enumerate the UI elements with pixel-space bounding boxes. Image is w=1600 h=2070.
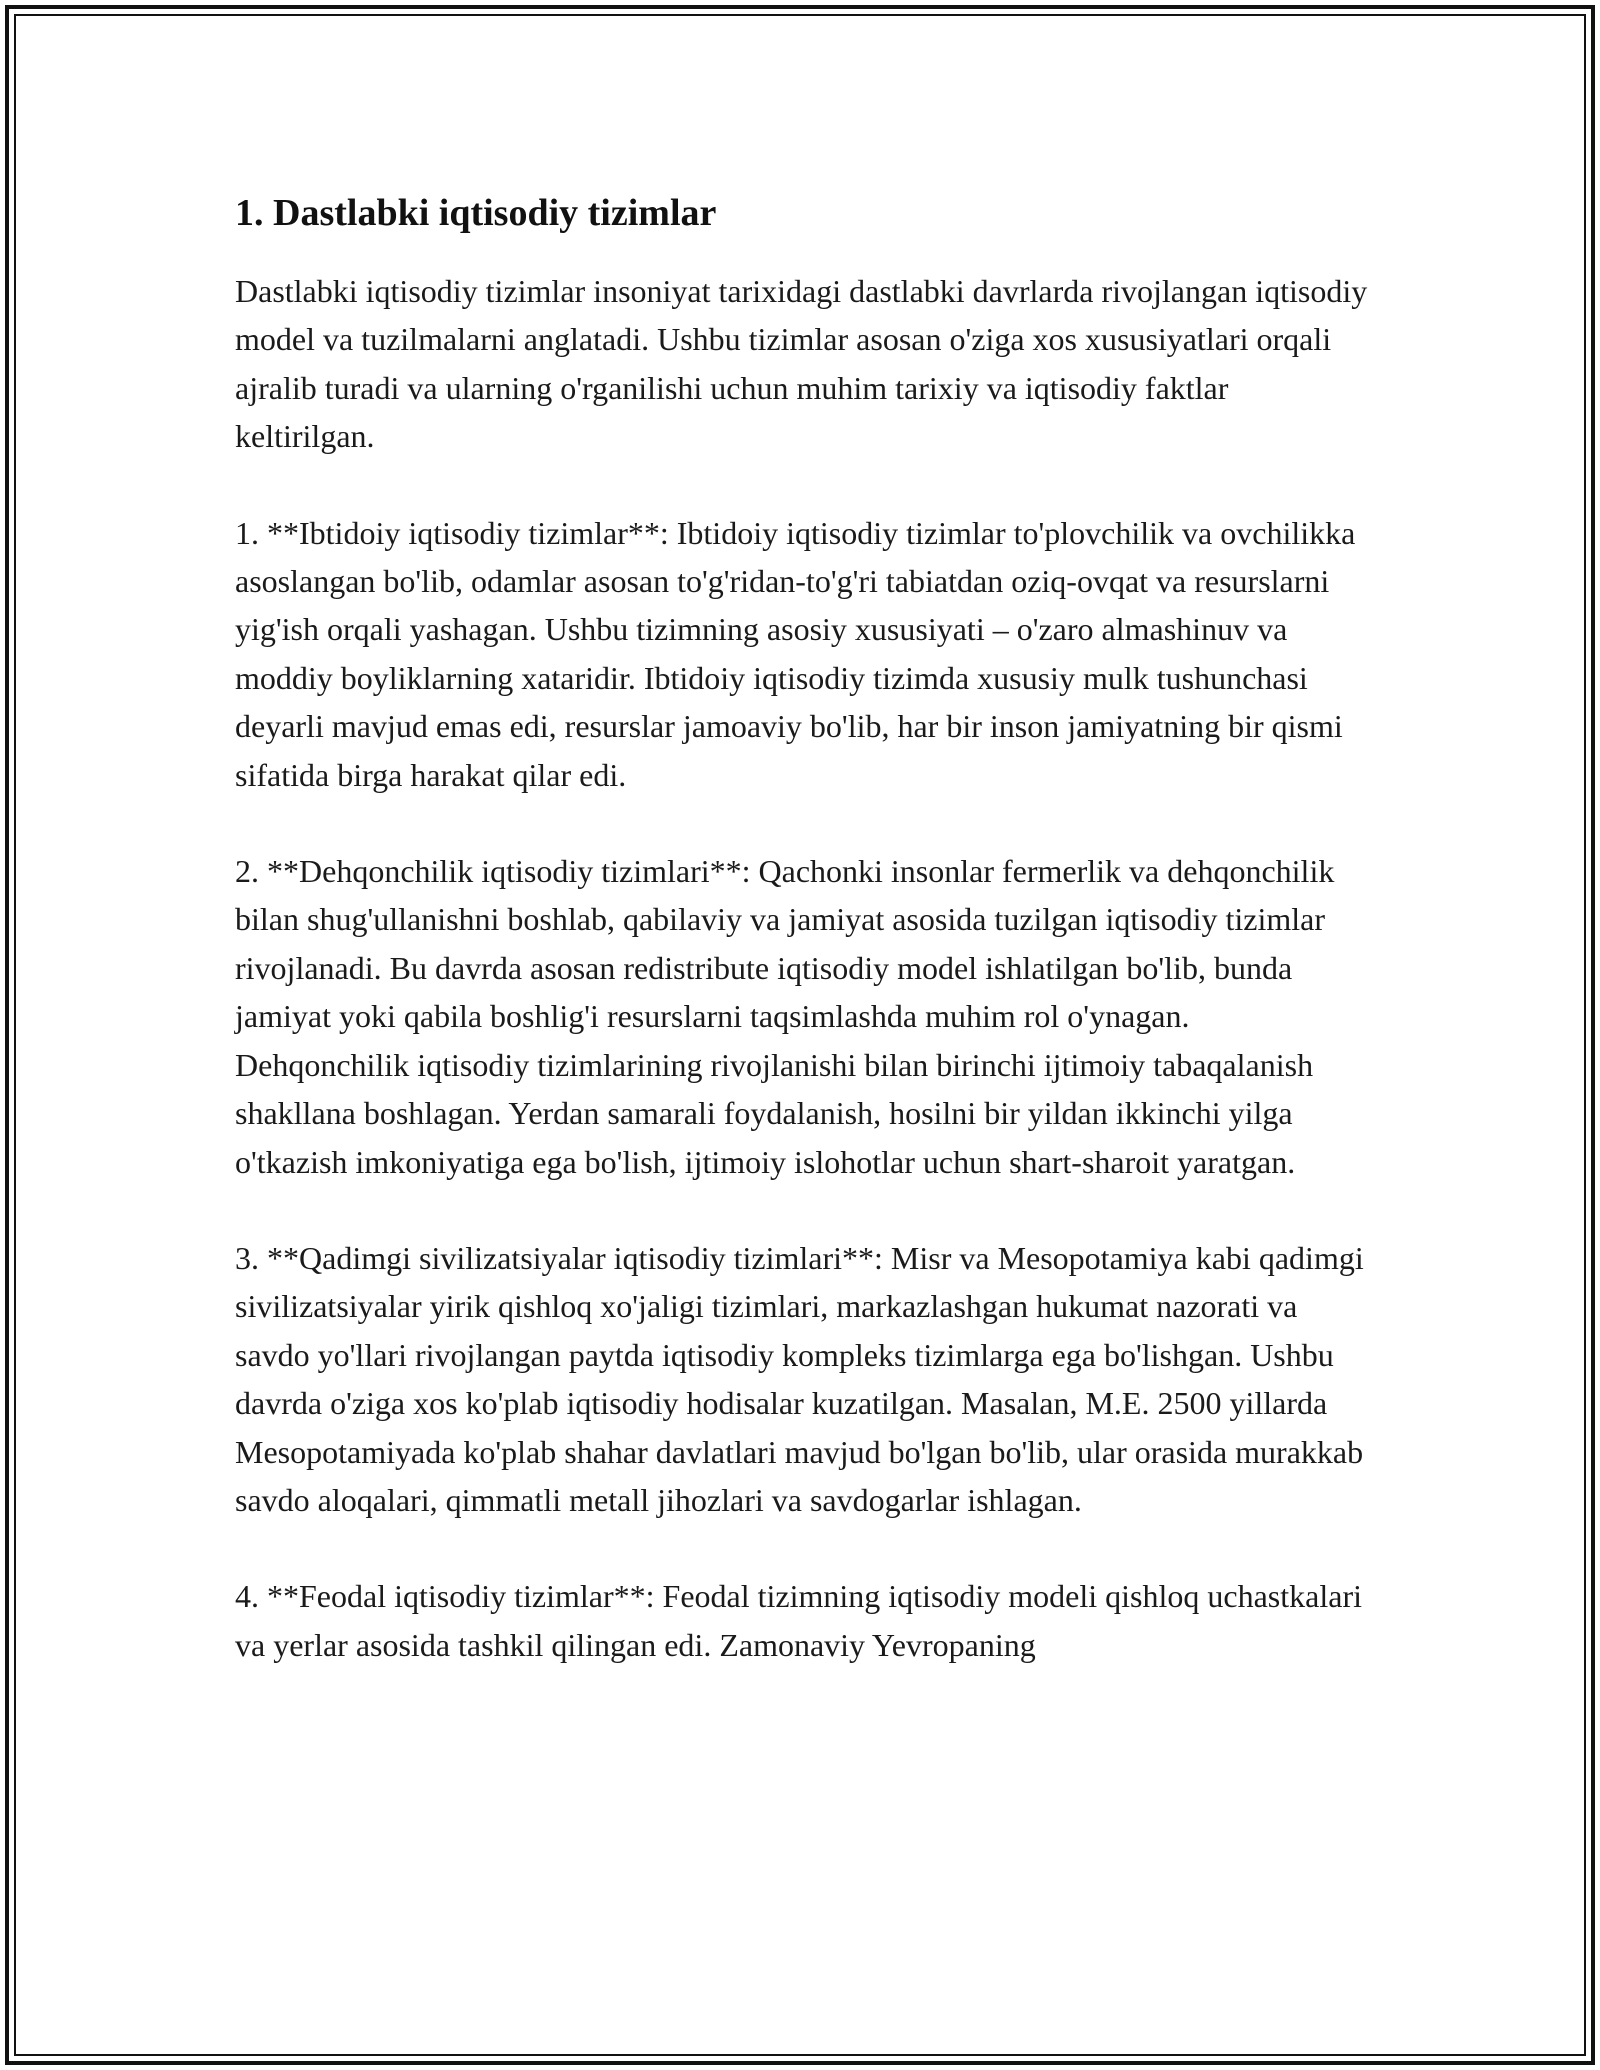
paragraph-qadimgi: 3. **Qadimgi sivilizatsiyalar iqtisodiy tizimlari**: Misr va Mesopotamiya kabi qadimgi sivilizatsiyalar yirik qishloq xo'jaligi tizimlari, markazlashgan hukumat nazorati va savdo yo'llari rivojlangan paytda iqtisodiy kompleks tizimlarga ega bo'lishgan. Ushbu davrda o'ziga xos ko'plab iqtisodiy hodisalar kuzatilgan. Masalan, M.E. 2500 yillarda Mesopotamiyada ko'plab shahar davlatlari mavjud bo'lgan bo'lib, ular orasida murakkab savdo aloqalari, qimmatli metall jihozlari va savdogarlar ishlagan. <box>235 1239 1364 1518</box>
paragraph-ibtidoiy: 1. **Ibtidoiy iqtisodiy tizimlar**: Ibtidoiy iqtisodiy tizimlar to'plovchilik va ovchilikka asoslangan bo'lib, odamlar asosan to'g'ridan-to'g'ri tabiatdan oziq-ovqat va resurslarni yig'ish orqali yashagan. Ushbu tizimning asosiy xususiyati – o'zaro almashinuv va moddiy boyliklarning xataridir. Ibtidoiy iqtisodiy tizimda xususiy mulk tushunchasi deyarli mavjud emas edi, resurslar jamoaviy bo'lib, har bir inson jamiyatning bir qismi sifatida birga harakat qilar edi. <box>235 514 1356 793</box>
paragraph-feodal: 4. **Feodal iqtisodiy tizimlar**: Feodal tizimning iqtisodiy modeli qishloq uchastkalari va yerlar asosida tashkil qilingan edi. Zamonaviy Yevropaning <box>235 1578 1362 1663</box>
document-page <box>235 185 1370 1717</box>
section-heading: 1. Dastlabki iqtisodiy tizimlar <box>235 192 717 234</box>
intro-paragraph: Dastlabki iqtisodiy tizimlar insoniyat tarixidagi dastlabki davrlarda rivojlangan iqtisodiy model va tuzilmalarni anglatadi. Ushbu tizimlar asosan o'ziga xos xususiyatlari orqali ajralib turadi va ularning o'rganilishi uchun muhim tarixiy va iqtisodiy faktlar keltirilgan. <box>235 273 1368 455</box>
paragraph-dehqonchilik: 2. **Dehqonchilik iqtisodiy tizimlari**: Qachonki insonlar fermerlik va dehqonchilik bilan shug'ullanishni boshlab, qabilaviy va jamiyat asosida tuzilgan iqtisodiy tizimlar rivojlanadi. Bu davrda asosan redistribute iqtisodiy model ishlatilgan bo'lib, bunda jamiyat yoki qabila boshlig'i resurslarni taqsimlashda muhim rol o'ynagan. Dehqonchilik iqtisodiy tizimlarining rivojlanishi bilan birinchi ijtimoiy tabaqalanish shakllana boshlagan. Yerdan samarali foydalanish, hosilni bir yildan ikkinchi yilga o'tkazish imkoniyatiga ega bo'lish, ijtimoiy islohotlar uchun shart-sharoit yaratgan. <box>235 853 1335 1180</box>
